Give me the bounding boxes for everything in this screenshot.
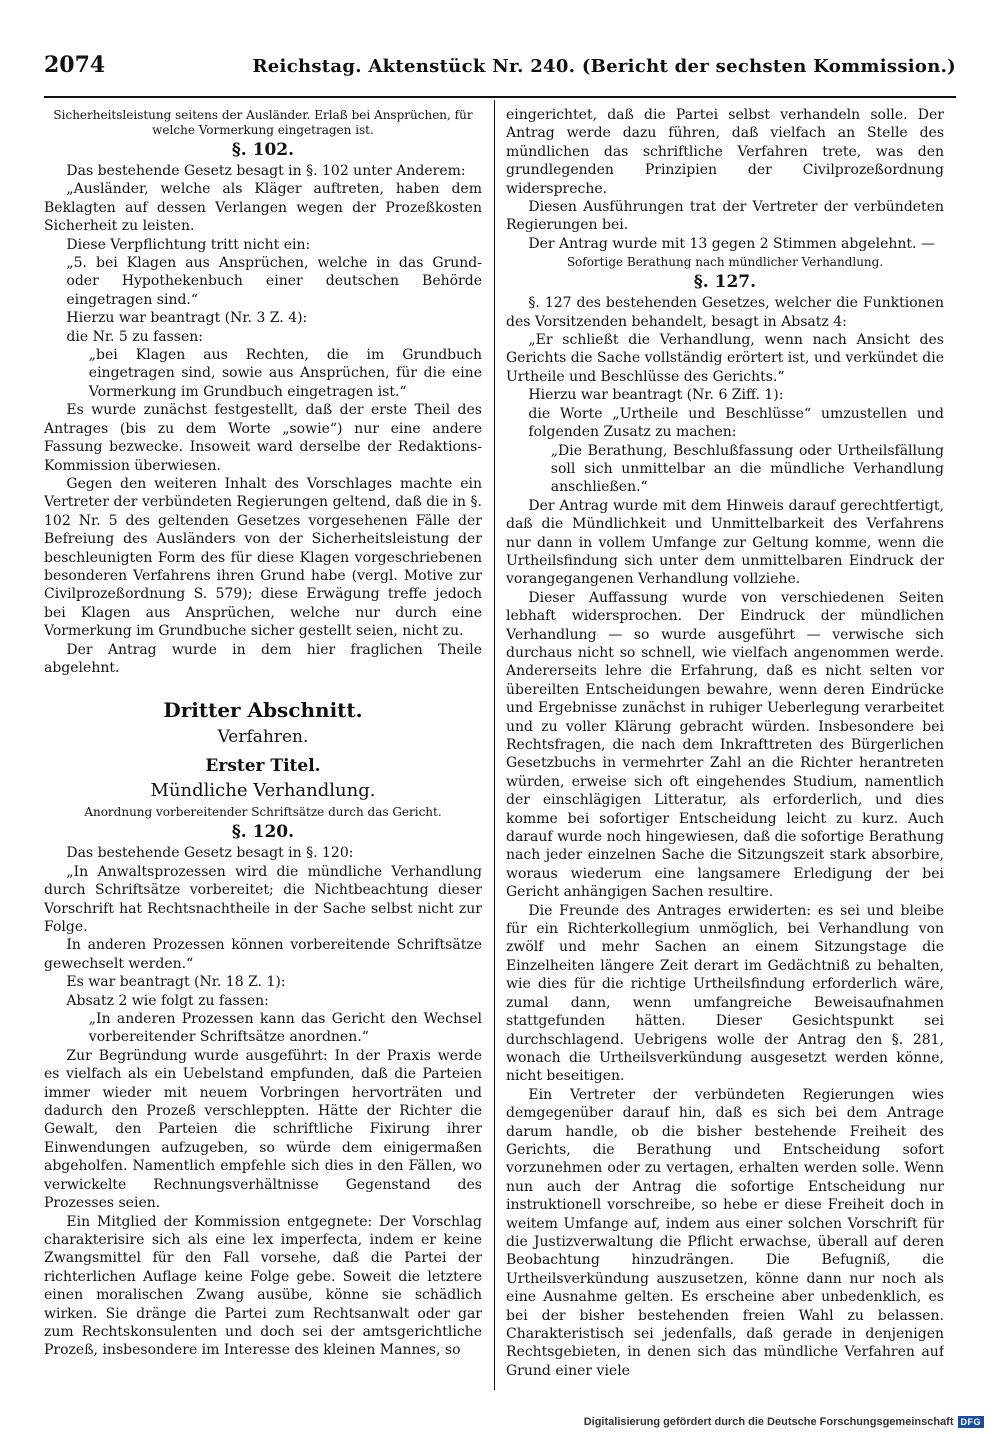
paragraph: Der Antrag wurde mit 13 gegen 2 Stimmen abgelehnt. —	[528, 235, 935, 252]
quote: „Er schließt die Verhandlung, wenn nach Ansicht des Gerichts die Sache vollständig erörtert ist, und verkündet die Urtheile und Beschlüsse des Gerichts.“	[506, 332, 944, 385]
quote: „5. bei Klagen aus Ansprüchen, welche in das Grund- oder Hypothekenbuch einer deutschen Behörde eingetragen sind.“	[66, 255, 482, 308]
paragraph: Es wurde zunächst festgestellt, daß der erste Theil des Antrages (bis zu dem Worte „sowie“) nur eine andere Fassung bezwecke. Insoweit ward derselbe der Redaktions-Kommission überwiesen.	[44, 402, 482, 474]
page-header	[44, 52, 956, 92]
part-subheading: Verfahren.	[217, 727, 309, 748]
title-subheading: Mündliche Verhandlung.	[150, 780, 376, 802]
subheading: Anordnung vorbereitender Schriftsätze durch das Gericht.	[84, 805, 442, 820]
quote: „bei Klagen aus Rechten, die im Grundbuch eingetragen sind, sowie aus Ansprüchen, für die eine Vormerkung im Grundbuch eingetragen ist.“	[88, 347, 482, 400]
paragraph: Ein Vertreter der verbündeten Regierungen wies demgegenüber darauf hin, daß es sich bei dem Antrage darum handle, ob die bisher bestehende Freiheit des Gerichts, die Berathung und Entscheidung sofort vorzunehmen oder zu vertagen, erhalten werden solle. Wenn nun auch der Antrag die sofortige Entscheidung nur instruktionell vorschreibe, so hebe er diese Freiheit doch in weitem Umfange auf, indem aus einer solchen Vorschrift für die Justizverwaltung die Pflicht erwachse, überall auf deren Beobachtung hinzudrängen. Die Befugniß, die Urtheilsverkündung auszusetzen, könne dann nur noch als eine Ausnahme gelten. Es erscheine aber unbedenklich, es bei der bisher bestehenden freien Wahl zu belassen. Charakteristisch sei jedenfalls, daß gerade in denjenigen Rechtsgebieten, in denen sich das mündliche Verfahren auf Grund einer viele	[506, 1086, 944, 1379]
page-title: Reichstag. Aktenstück Nr. 240. (Bericht der sechsten Kommission.)	[252, 56, 956, 77]
subheading: Sicherheitsleistung seitens der Ausländer. Erlaß bei Ansprüchen, für welche Vormerkung eingetragen ist.	[53, 108, 473, 137]
paragraph: Dieser Auffassung wurde von verschiedenen Seiten lebhaft widersprochen. Der Eindruck der mündlichen Verhandlung — so wurde ausgeführt — verwische sich durchaus nicht so schnell, wie vielfach angenommen werde. Andererseits lehre die Erfahrung, daß es nicht selten vor übereilten Entscheidungen bewahre, wenn deren Eindrücke und Ergebnisse zunächst in ruhiger Ueberlegung verarbeitet und zu voller Klärung gebracht würden. Insbesondere bei Rechtsfragen, die nach dem Inkrafttreten des Bürgerlichen Gesetzbuchs in vermehrter Zahl an die Richter herantreten würden, erweise sich oft eingehendes Studium, namentlich der einschlägigen Litteratur, als erforderlich, und dies komme bei sofortiger Entscheidung leicht zu kurz. Auch darauf wurde noch hingewiesen, daß die sofortige Berathung nach jeder einzelnen Sache die Sitzungszeit stark absorbire, woraus wiederum eine langsamere Erledigung der bei Gericht anhängigen Sachen resultire.	[506, 589, 944, 901]
section-heading: §. 120.	[231, 822, 295, 843]
paragraph: Ein Mitglied der Kommission entgegnete: Der Vorschlag charakterisire sich als eine lex imperfecta, indem er keine Zwangsmittel für den Fall vorsehe, daß die Partei der richterlichen Auflage keine Folge gebe. Soweit die letztere einen moralischen Zwang ausübe, könne sie schädlich wirken. Sie dränge die Partei zum Rechtsanwalt oder gar zum Rechtskonsulenten und doch sei der amtsgerichtliche Prozeß, insbesondere im Interesse des kleinen Mannes, so	[44, 1213, 482, 1359]
quote: „Die Berathung, Beschlußfassung oder Urtheilsfällung soll sich unmittelbar an die mündliche Verhandlung anschließen.“	[550, 442, 944, 496]
quote: „In Anwaltsprozessen wird die mündliche Verhandlung durch Schriftsätze vorbereitet; die Nichtbeachtung dieser Vorschrift hat Rechtsnachtheile in der Sache selbst nicht zur Folge.	[44, 863, 482, 935]
quote: „Ausländer, welche als Kläger auftreten, haben dem Beklagten auf dessen Verlangen wegen der Prozeßkosten Sicherheit zu leisten.	[44, 181, 482, 235]
paragraph: Es war beantragt (Nr. 18 Z. 1):	[66, 974, 286, 991]
digitization-footer	[584, 1416, 984, 1428]
document-page	[44, 52, 956, 1392]
quote: „In anderen Prozessen kann das Gericht den Wechsel vorbereitender Schriftsätze anordnen.“	[88, 1011, 482, 1046]
section-heading: §. 127.	[693, 272, 757, 293]
section-heading: §. 102.	[231, 140, 295, 160]
paragraph: Der Antrag wurde in dem hier fraglichen Theile abgelehnt.	[44, 641, 482, 676]
subheading: Sofortige Berathung nach mündlicher Verhandlung.	[566, 255, 884, 270]
paragraph: die Nr. 5 zu fassen:	[66, 328, 203, 345]
dfg-logo-icon: DFG	[958, 1416, 985, 1428]
paragraph: Zur Begründung wurde ausgeführt: In der Praxis werde es vielfach als ein Uebelstand empfunden, daß die Parteien immer wieder mit neuem Vorbringen hervorträten und dadurch den Prozeß verschleppten. Hätte der Richter die Gewalt, den Parteien die schriftliche Fixirung ihrer Einwendungen aufzugeben, so würde dem einigermaßen abgeholfen. Namentlich empfehle sich dies in den Fällen, wo verwickelte Rechnungsverhältnisse Gegenstand des Prozesses seien.	[44, 1047, 482, 1212]
title-heading: Erster Titel.	[205, 756, 321, 777]
paragraph: Hierzu war beantragt (Nr. 3 Z. 4):	[66, 310, 308, 327]
paragraph: Die Freunde des Antrages erwiderten: es sei und bleibe für ein Richterkollegium unmöglich, bei Verhandlung von zwölf und mehr Sachen an einem Sitzungstage die Einzelheiten längere Zeit derart im Gedächtniß zu behalten, wie dies für die richtige Urtheilsfindung erforderlich wäre, zumal dann, wenn umfangreiche Beweisaufnahmen stattgefunden hätten. Dieser Gesichtspunkt sei durchschlagend. Uebrigens wolle der Antrag den §. 281, wonach die Urtheilsverkündung ausgesetzt werden könne, nicht beseitigen.	[506, 902, 944, 1085]
paragraph: Das bestehende Gesetz besagt in §. 102 unter Anderem:	[66, 163, 466, 179]
paragraph: §. 127 des bestehenden Gesetzes, welcher die Funktionen des Vorsitzenden behandelt, besagt in Absatz 4:	[506, 295, 944, 330]
paragraph: Diese Verpflichtung tritt nicht ein:	[66, 236, 311, 253]
column-divider	[494, 100, 495, 1390]
paragraph: Absatz 2 wie folgt zu fassen:	[66, 992, 269, 1009]
paragraph: Gegen den weiteren Inhalt des Vorschlages machte ein Vertreter der verbündeten Regierungen geltend, daß die in §. 102 Nr. 5 des geltenden Gesetzes vorgesehenen Fälle der Befreiung des Ausländers von der Sicherheitsleistung der beschleunigten Form des für diese Klagen vorgeschriebenen besonderen Verfahrens ihren Grund habe (vergl. Motive zur Civilprozeßordnung S. 579); diese Erwägung treffe jedoch bei Klagen aus Ansprüchen, welche nur durch eine Vormerkung im Grundbuche sicher gestellt seien, nicht zu.	[44, 475, 482, 640]
right-column	[506, 106, 944, 1392]
left-column	[44, 106, 482, 1392]
paragraph: Der Antrag wurde mit dem Hinweis darauf gerechtfertigt, daß die Mündlichkeit und Unmittelbarkeit des Verfahrens nur dann in vollem Umfange zur Geltung komme, wenn die Urtheilsfindung sich unter dem unmittelbaren Eindruck der vorangegangenen Verhandlung vollziehe.	[506, 497, 944, 588]
page-number: 2074	[44, 52, 106, 78]
paragraph: eingerichtet, daß die Partei selbst verhandeln solle. Der Antrag werde dazu führen, daß vielfach an Stelle des mündlichen das schriftliche Verfahren trete, was den grundlegenden Prinzipien der Civilprozeßordnung widerspreche.	[506, 107, 944, 197]
quote: In anderen Prozessen können vorbereitende Schriftsätze gewechselt werden.“	[44, 937, 482, 972]
footer-text: Digitalisierung gefördert durch die Deutsche Forschungsgemeinschaft	[583, 1416, 954, 1428]
paragraph: die Worte „Urtheile und Beschlüsse“ umzustellen und folgenden Zusatz zu machen:	[528, 405, 944, 441]
paragraph: Hierzu war beantragt (Nr. 6 Ziff. 1):	[528, 387, 784, 404]
header-rule	[44, 96, 956, 98]
paragraph: Das bestehende Gesetz besagt in §. 120:	[66, 845, 354, 862]
part-heading: Dritter Abschnitt.	[163, 698, 363, 723]
paragraph: Diesen Ausführungen trat der Vertreter der verbündeten Regierungen bei.	[506, 199, 944, 234]
